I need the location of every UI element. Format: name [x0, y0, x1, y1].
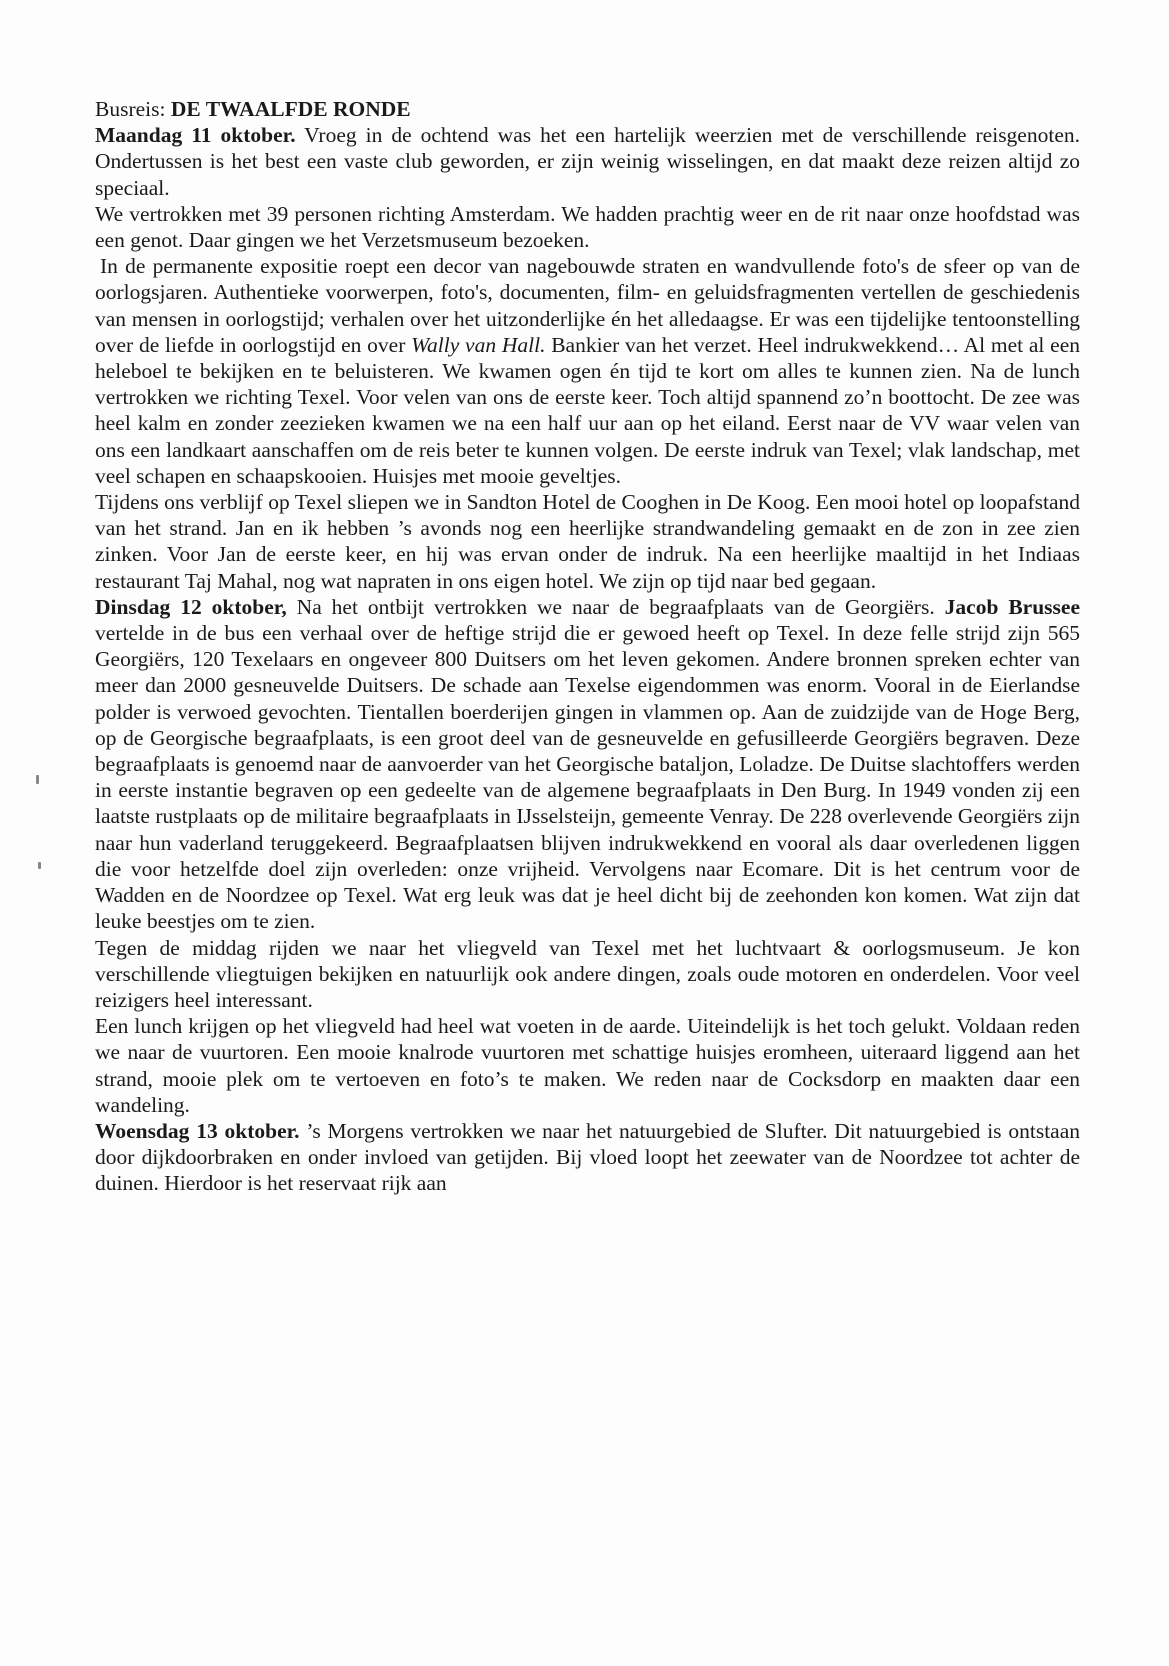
paragraph-text: vertelde in de bus een verhaal over de heftige strijd die er gewoed heeft op Texel. In deze felle strijd zijn 565 Georgiërs, 120 Texelaars en ongeveer 800 Duitsers om het leven gekomen. Andere bronnen spreken echter van meer dan 2000 gesneuvelde Duitsers. De schade aan Texelse eigendommen was enorm. Vooral in de Eierlandse polder is verwoed gevochten. Tientallen boerderijen gingen in vlammen op. Aan de zuidzijde van de Hoge Berg, op de Georgische begraafplaats, is een groot deel van de gesneuvelde en gefusilleerde Georgiërs begraven. Deze begraafplaats is genoemd naar de aanvoerder van het Georgische bataljon, Loladze. De Duitse slachtoffers werden in eerste instantie begraven op een gedeelte van de algemene begraafplaats in Den Burg. In 1949 vonden zij een laatste rustplaats op de militaire begraafplaats in IJsselsteijn, gemeente Venray. De 228 overlevende Georgiërs zijn naar hun vaderland teruggekeerd. Begraafplaatsen blijven indrukwekkend en vooral als daar overledenen liggen die voor hetzelfde doel zijn overleden: onze vrijheid. Vervolgens naar Ecomare. Dit is het centrum voor de Wadden en de Noordzee op Texel. Wat erg leuk was dat je heel dicht bij de zeehonden kon komen. Wat zijn dat leuke beestjes om te zien. — [95, 621, 1080, 934]
margin-mark — [36, 775, 39, 784]
paragraph-tuesday — [95, 594, 1080, 935]
italic-name: Wally van Hall. — [411, 332, 546, 357]
paragraph-lunch — [95, 1013, 1080, 1118]
paragraph-text: Een lunch krijgen op het vliegveld had heel wat voeten in de aarde. Uiteindelijk is het toch gelukt. Voldaan reden we naar de vuurtoren. Een mooie knalrode vuurtoren met schattige huisjes eromheen, uiteraard liggend aan het strand, mooie plek om te vertoeven en foto’s te maken. We reden naar de Cocksdorp en maakten daar een wandeling. — [95, 1014, 1080, 1117]
margin-mark — [38, 862, 41, 869]
paragraph-text: Vroeg in de ochtend was het een hartelijk weerzien met de verschillende reisgenoten. Ondertussen is het best een vaste club geworden, er zijn weinig wisselingen, en dat maakt deze reizen altijd zo speciaal. — [95, 123, 1080, 200]
document-heading — [95, 96, 1080, 122]
paragraph-text: Na het ontbijt vertrokken we naar de begraafplaats van de Georgiërs. — [286, 594, 945, 619]
paragraph-museum — [95, 253, 1080, 489]
paragraph-airfield — [95, 935, 1080, 1014]
paragraph-text: ’s Morgens vertrokken we naar het natuurgebied de Slufter. Dit natuurgebied is ontstaan door dijkdoorbraken en onder invloed van getijden. Bij vloed loopt het zeewater van de Noordzee tot achter de duinen. Hierdoor is het reservaat rijk aan — [95, 1118, 1081, 1196]
paragraph-text: In de permanente expositie roept een decor van nagebouwde straten en wandvullende foto's de sfeer op van de oorlogsjaren. Authentieke voorwerpen, foto's, documenten, film- en geluidsfragmenten vertellen de geschiedenis van mensen in oorlogstijd; verhalen over het uitzonderlijke én het alledaagse. Er was een tijdelijke tentoonstelling over de liefde in oorlogstijd en over — [95, 254, 1080, 357]
document-body — [95, 96, 1080, 1197]
heading-title: DE TWAALFDE RONDE — [170, 97, 411, 121]
paragraph-text: Tegen de middag rijden we naar het vliegveld van Texel met het luchtvaart & oorlogsmuseum. Je kon verschillende vliegtuigen bekijken en natuurlijk ook andere dingen, zoals oude motoren en onderdelen. Voor veel reizigers heel interessant. — [95, 935, 1080, 1012]
paragraph-text: Tijdens ons verblijf op Texel sliepen we in Sandton Hotel de Cooghen in De Koog. Een mooi hotel op loopafstand van het strand. Jan en ik hebben ’s avonds nog een heerlijke strandwandeling gemaakt en de zon in zee zien zinken. Voor Jan de eerste keer, en hij was ervan onder de indruk. Na een heerlijke maaltijd in het Indiaas restaurant Taj Mahal, nog wat napraten in ons eigen hotel. We zijn op tijd naar bed gegaan. — [95, 490, 1080, 593]
paragraph-wednesday — [95, 1118, 1080, 1197]
paragraph-hotel — [95, 489, 1080, 594]
day-heading: Dinsdag 12 oktober, — [95, 594, 287, 619]
day-heading: Woensdag 13 oktober. — [95, 1118, 300, 1143]
guide-name: Jacob Brussee — [944, 594, 1081, 619]
heading-prefix: Busreis: — [95, 97, 171, 121]
paragraph-monday — [95, 122, 1080, 201]
paragraph-text: We vertrokken met 39 personen richting Amsterdam. We hadden prachtig weer en de rit naar onze hoofdstad was een genot. Daar gingen we het Verzetsmuseum bezoeken. — [95, 201, 1080, 253]
day-heading: Maandag 11 oktober. — [95, 123, 296, 148]
paragraph-text: Bankier van het verzet. Heel indrukwekkend… Al met al een heleboel te bekijken en te beluisteren. We kwamen ogen én tijd te kort om alles te kunnen zien. Na de lunch vertrokken we richting Texel. Voor velen van ons de eerste keer. Toch altijd spannend zo’n boottocht. De zee was heel kalm en zonder zeezieken kwamen we na een half uur aan op het eiland. Eerst naar de VV waar velen van ons een landkaart aanschaffen om de reis beter te kunnen volgen. De eerste indruk van Texel; vlak landschap, met veel schapen en schaapskooien. Huisjes met mooie geveltjes. — [95, 332, 1080, 488]
paragraph-departure — [95, 201, 1080, 253]
